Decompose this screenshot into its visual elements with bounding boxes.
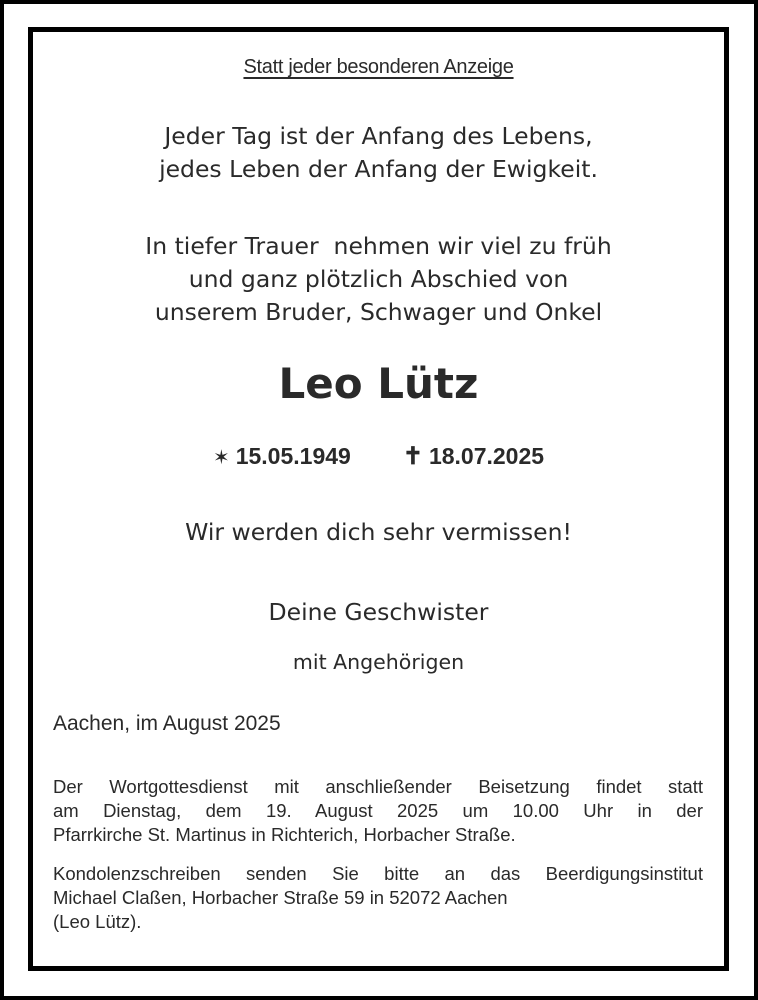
cross-icon: ✝ <box>402 443 423 470</box>
intro-text <box>33 230 724 329</box>
obituary-frame <box>28 27 729 971</box>
notice-header: Statt jeder besonderen Anzeige <box>243 56 514 78</box>
service-line: am Dienstag, dem 19. August 2025 um 10.00 Uhr in der <box>53 800 703 821</box>
intro-line: In tiefer Trauer nehmen wir viel zu früh <box>145 232 612 260</box>
verse <box>33 120 724 186</box>
verse-line: jedes Leben der Anfang der Ewigkeit. <box>159 155 598 183</box>
intro-line: unserem Bruder, Schwager und Onkel <box>154 298 603 326</box>
deceased-name: Leo Lütz <box>278 359 479 408</box>
condolence-line: (Leo Lütz). <box>53 911 142 932</box>
star-icon: ✶ <box>212 447 230 469</box>
signature-main: Deine Geschwister <box>268 598 489 626</box>
service-paragraph <box>53 775 703 847</box>
birth-date: 15.05.1949 <box>235 443 351 469</box>
signature-sub: mit Angehörigen <box>292 650 465 674</box>
farewell-text: Wir werden dich sehr vermissen! <box>185 518 572 546</box>
intro-line: und ganz plötzlich Abschied von <box>188 265 569 293</box>
life-dates <box>33 442 724 471</box>
service-line: Der Wortgottesdienst mit anschließender Beisetzung findet statt <box>53 776 703 797</box>
death-date: 18.07.2025 <box>428 443 545 469</box>
service-line: Pfarrkirche St. Martinus in Richterich, Horbacher Straße. <box>53 824 516 845</box>
condolence-line: Kondolenzschreiben senden Sie bitte an das Beerdigungsinstitut <box>53 863 703 884</box>
place-date: Aachen, im August 2025 <box>53 712 281 735</box>
condolence-paragraph <box>53 862 703 934</box>
condolence-line: Michael Claßen, Horbacher Straße 59 in 52072 Aachen <box>53 887 508 908</box>
verse-line: Jeder Tag ist der Anfang des Lebens, <box>164 122 593 150</box>
